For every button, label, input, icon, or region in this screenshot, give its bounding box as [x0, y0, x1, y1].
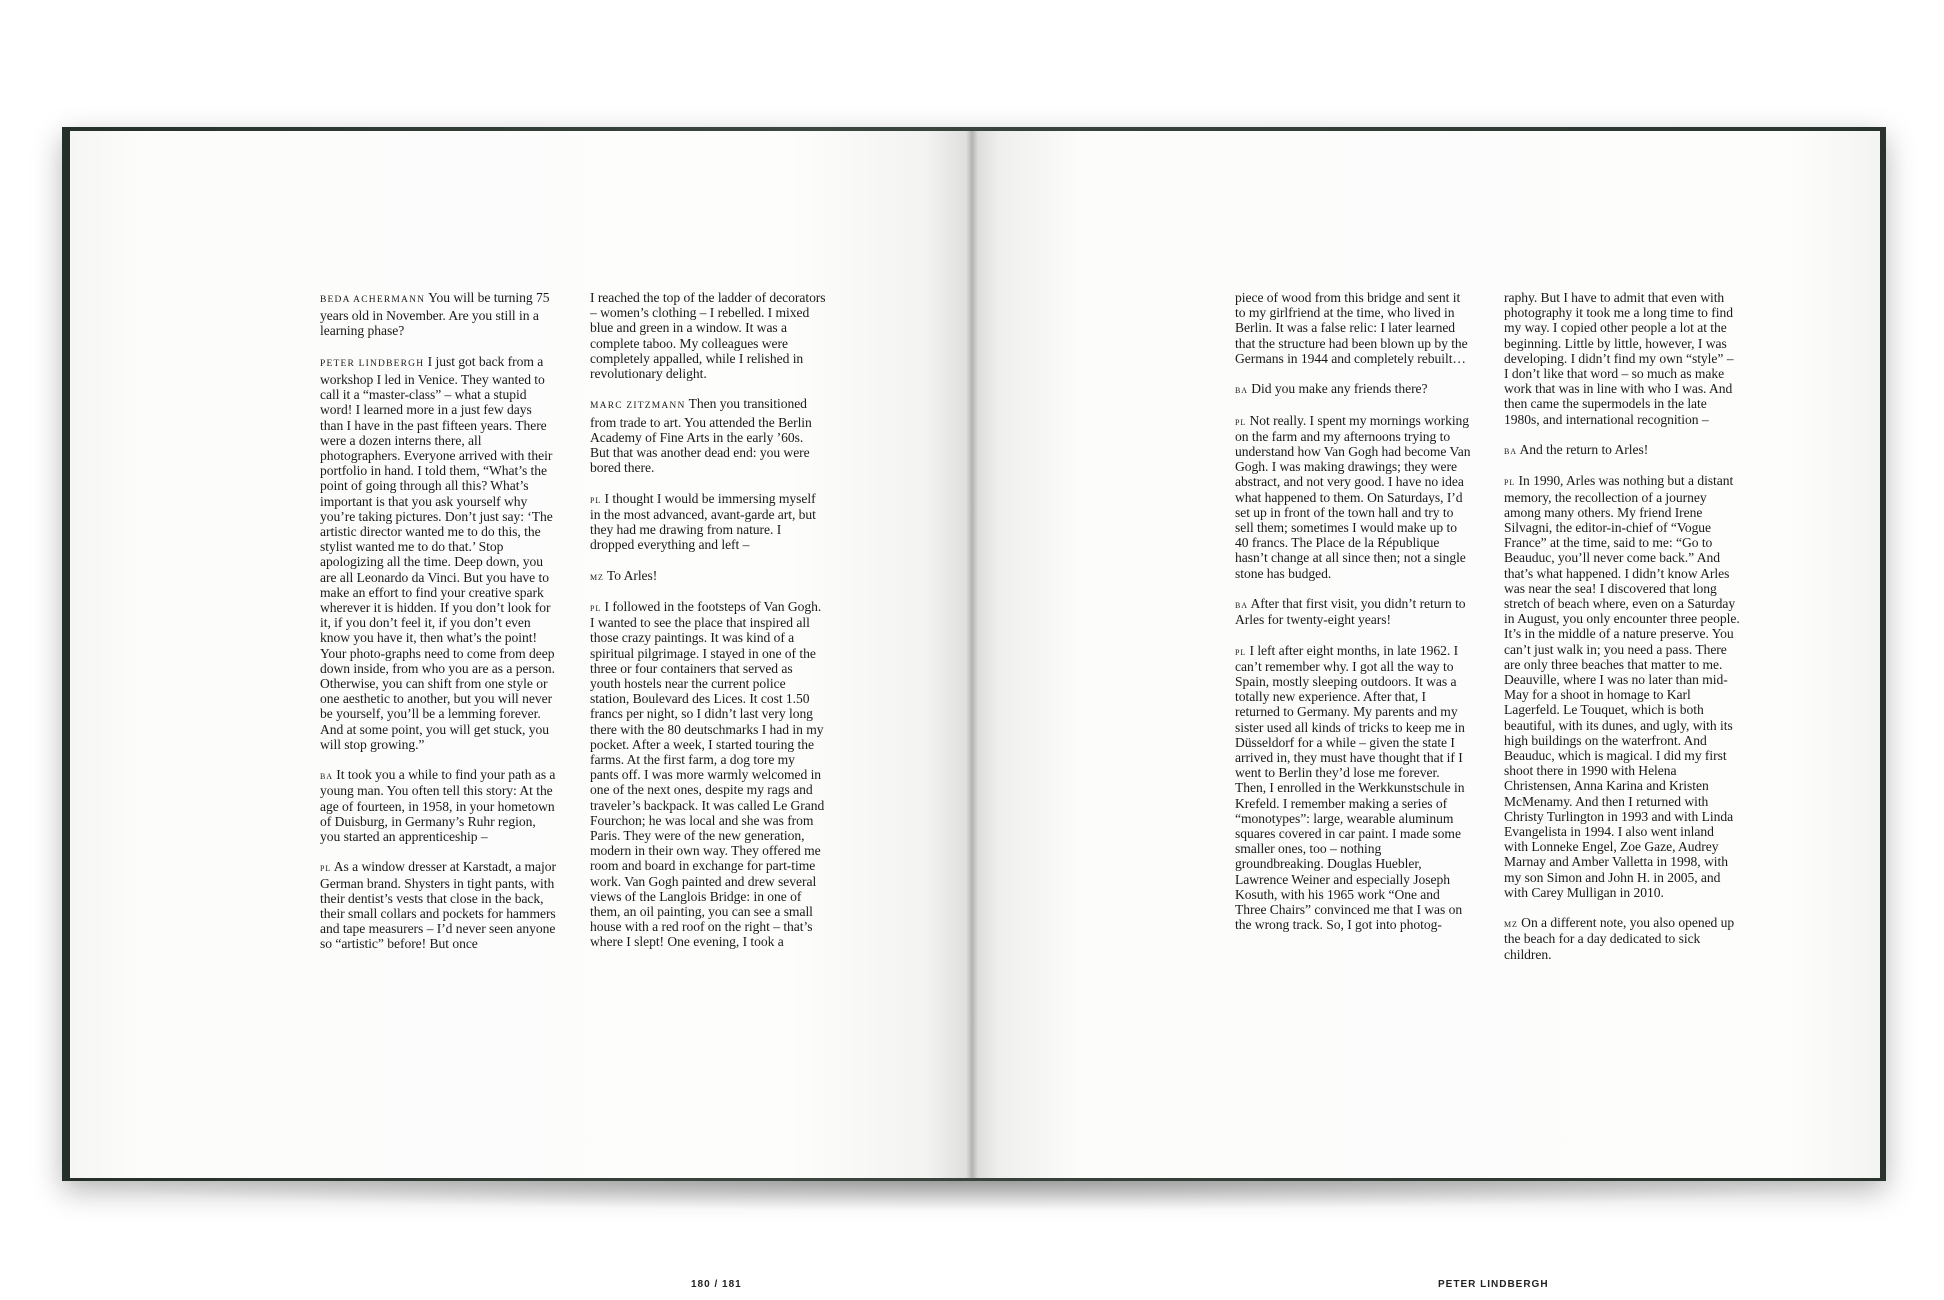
paragraph: [320, 354, 556, 752]
right-page-column-1: [1235, 290, 1471, 948]
paragraph-text: Did you make any friends there?: [1251, 381, 1428, 397]
paragraph: [1235, 643, 1471, 933]
paragraph-text: raphy. But I have to admit that even with photography it took me a long time to find my way. I copied other people a lot at the beginning. Little by little, however, I was developing. I didn’t find my own “style” – I don’t like that word – so much as make work that was in line with who I was. And then came the supermodels in the late 1980s, and international recognition –: [1504, 290, 1734, 427]
paragraph: [1235, 290, 1471, 366]
paragraph: [1235, 596, 1471, 627]
paragraph: [1504, 915, 1740, 962]
speaker-label: ba: [1504, 443, 1517, 458]
paragraph-text: I reached the top of the ladder of decorators – women’s clothing – I rebelled. I mixed blue and green in a window. It was a complete taboo. My colleagues were completely appalled, while I relished in revolutionary delight.: [590, 290, 826, 382]
paragraph-text: It took you a while to find your path as a young man. You often tell this story: At the age of fourteen, in 1958, in your hometown of Duisburg, in Germany’s Ruhr region, you started an apprenticeship –: [320, 767, 556, 845]
paragraph: [1504, 442, 1740, 458]
paragraph-text: I just got back from a workshop I led in Venice. They wanted to call it a “master-class” – what a stupid word! I learned more in a just few days than I have in the past fifteen years. There were a dozen interns there, all photographers. Everyone arrived with their portfolio in hand. I told them, “What’s the point of going through all this? What’s important is that you ask yourself why you’re taking pictures. Don’t just say: ‘The artistic director wanted me to do this, the stylist wanted me to do that.’ Stop apologizing all the time. Deep down, you are all Leonardo da Vinci. But you have to make an effort to find your creative spark wherever it is hidden. If you don’t look for it, if you don’t feel it, if you don’t even know you have it, then what’s the point! Your photo-graphs need to come from deep down inside, from who you are as a person. Otherwise, you can shift from one style or one aesthetic to another, but you will never be yourself, you’ll be a lemming forever. And at some point, you will get stuck, you will stop growing.”: [320, 353, 555, 752]
paragraph: [1504, 290, 1740, 427]
speaker-label: ba: [1235, 382, 1248, 397]
right-page-column-2: [1504, 290, 1740, 977]
paragraph: [1504, 473, 1740, 900]
speaker-label: mz: [1504, 916, 1518, 931]
paragraph-text: Not really. I spent my mornings working on the farm and my afternoons trying to understand how Van Gogh had become Van Gogh. I was making drawings; they were abstract, and not very good. I have no idea what happened to them. On Saturdays, I’d set up in front of the town hall and try to sell them; sometimes I would make up to 40 francs. The Place de la République hasn’t change at all since then; not a single stone has budged.: [1235, 412, 1471, 581]
speaker-label: PETER LINDBERGH: [320, 358, 425, 369]
paragraph-text: piece of wood from this bridge and sent it to my girlfriend at the time, who lived in Berlin. It was a false relic: I later learned that the structure had been blown up by the Germans in 1944 and completely rebuilt…: [1235, 290, 1468, 366]
page-number: 180 / 181: [691, 1279, 742, 1290]
speaker-label: pl: [590, 491, 602, 506]
book-gutter: [966, 131, 978, 1178]
right-page: [972, 131, 1880, 1290]
speaker-label: pl: [1504, 474, 1516, 489]
paragraph: [590, 290, 826, 381]
paragraph-text: To Arles!: [606, 567, 658, 583]
paragraph: [1235, 381, 1471, 397]
paragraph: [1235, 413, 1471, 581]
speaker-label: pl: [320, 860, 332, 875]
speaker-label: BEDA ACHERMANN: [320, 295, 426, 305]
paragraph-text: After that first visit, you didn’t return to Arles for twenty-eight years!: [1235, 596, 1466, 628]
paragraph-text: In 1990, Arles was nothing but a distant memory, the recollection of a journey among many others. My friend Irene Silvagni, the editor-in-chief of “Vogue France” at the time, said to me: “Go to Beauduc, you’ll never come back.” And that’s what happened. I didn’t know Arles was near the sea! I discovered that long stretch of beach where, even on a Saturday in August, you only encounter three people. It’s in the middle of a nature preserve. You can’t just walk in; you need a pass. There are only three beaches that matter to me. Deauville, where I was no later than mid-May for a shoot in homage to Karl Lagerfeld. Le Touquet, which is both beautiful, with its dunes, and ugly, with its high buildings on the waterfront. And Beauduc, which is magical. I did my first shoot there in 1990 with Helena Christensen, Anna Karina and Kristen McMenamy. And then I returned with Christy Turlington in 1993 and with Linda Evangelista in 1994. I also went inland with Lonneke Engel, Zoe Gaze, Audrey Marnay and Amber Valletta in 1998, with my son Simon and John H. in 2005, and with Carey Mulligan in 2010.: [1504, 473, 1740, 900]
running-footer: PETER LINDBERGH: [1438, 1279, 1549, 1290]
paragraph: [590, 568, 826, 584]
left-page: [70, 131, 972, 1290]
speaker-label: pl: [590, 600, 602, 614]
paragraph-text: You will be turning 75 years old in November. Are you still in a learning phase?: [320, 290, 550, 339]
paragraph-text: And the return to Arles!: [1519, 442, 1649, 458]
paragraph-text: As a window dresser at Karstadt, a major German brand. Shysters in tight pants, with their dentist’s vests that close in the back, their small collars and pockets for hammers and tape measurers – I’d never seen anyone so “artistic” before! But once: [320, 859, 556, 952]
left-page-column-2: [590, 290, 826, 965]
paragraph-text: I thought I would be immersing myself in the most advanced, avant-garde art, but they had me drawing from nature. I dropped everything and left –: [590, 490, 816, 553]
paragraph: [590, 599, 826, 950]
paragraph-text: Then you transitioned from trade to art. You attended the Berlin Academy of Fine Arts in the early ’60s. But that was another dead end: you were bored there.: [590, 396, 812, 476]
speaker-label: MARC ZITZMANN: [590, 401, 686, 412]
paragraph: [320, 767, 556, 844]
paragraph-text: I followed in the footsteps of Van Gogh. I wanted to see the place that inspired all those crazy paintings. It was kind of a spiritual pilgrimage. I stayed in one of the three or four containers that served as youth hostels near the current police station, Boulevard des Lices. It cost 1.50 francs per night, so I didn’t last very long there with the 80 deutschmarks I had in my pocket. After a week, I started touring the farms. At the first farm, a dog tore my pants off. I was more warmly welcomed in one of the next ones, despite my rags and traveler’s backpack. It was called Le Grand Fourchon; he was local and she was from Paris. They were of the new generation, modern in their own way. They offered me room and board in exchange for part-time work. Van Gogh painted and drew several views of the Langlois Bridge: in one of them, an oil painting, you can see a small house with a red roof on the right – that’s where I slept! One evening, I took a: [590, 599, 825, 950]
speaker-label: mz: [590, 568, 604, 583]
paragraph: [320, 290, 556, 339]
paragraph: [320, 859, 556, 951]
paragraph-text: I left after eight months, in late 1962. I can’t remember why. I got all the way to Spain, mostly sleeping outdoors. It was a totally new experience. After that, I returned to Germany. My parents and my sister used all kinds of tricks to keep me in Düsseldorf for a while – given the state I arrived in, they must have thought that if I went to Berlin they’d lose me forever. Then, I enrolled in the Werkkunstschule in Krefeld. I remember making a series of “monotypes”: large, wearable aluminum squares covered in car paint. I made some smaller ones, too – nothing groundbreaking. Douglas Huebler, Lawrence Weiner and especially Joseph Kosuth, with his 1965 work “One and Three Chairs” convinced me that I was on the wrong track. So, I got into photog-: [1235, 642, 1465, 933]
speaker-label: ba: [1235, 597, 1248, 612]
paragraph: [590, 396, 826, 475]
speaker-label: pl: [1235, 643, 1247, 658]
paragraph-text: On a different note, you also opened up the beach for a day dedicated to sick children.: [1504, 915, 1735, 962]
left-page-column-1: [320, 290, 556, 967]
paragraph: [590, 491, 826, 553]
speaker-label: ba: [320, 768, 333, 783]
speaker-label: pl: [1235, 413, 1247, 428]
